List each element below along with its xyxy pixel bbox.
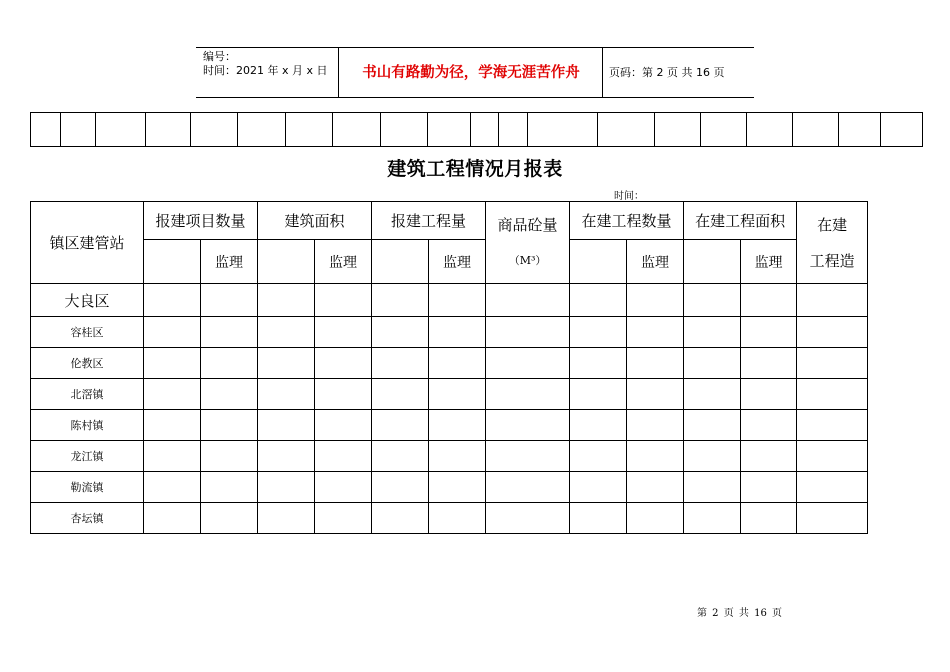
document-header: [196, 47, 754, 98]
data-cell: [797, 441, 868, 472]
data-cell: [741, 441, 797, 472]
data-cell: [258, 284, 315, 317]
data-cell: [201, 317, 258, 348]
data-cell: [684, 503, 741, 534]
data-cell: [486, 317, 570, 348]
data-cell: [486, 379, 570, 410]
header-divider: [602, 48, 603, 97]
data-cell: [429, 410, 486, 441]
data-cell: [315, 472, 372, 503]
data-cell: [741, 410, 797, 441]
data-cell: [486, 472, 570, 503]
row-station-name: 伦教区: [31, 348, 144, 379]
data-cell: [372, 284, 429, 317]
header-meta: [203, 50, 328, 78]
supervise-header: 监理: [429, 240, 486, 284]
strip-divider: [498, 113, 499, 146]
table-row: [31, 503, 868, 534]
col-concrete: [486, 202, 570, 284]
header-motto: 书山有路勤为径，学海无涯苦作舟: [362, 64, 580, 81]
page-footer: 第 2 页 共 16 页: [697, 608, 782, 619]
data-cell: [201, 503, 258, 534]
data-cell: [570, 284, 627, 317]
data-cell: [627, 317, 684, 348]
blank-cell: [258, 240, 315, 284]
data-cell: [741, 348, 797, 379]
strip-divider: [145, 113, 146, 146]
data-cell: [372, 503, 429, 534]
strip-divider: [792, 113, 793, 146]
strip-divider: [838, 113, 839, 146]
strip-divider: [746, 113, 747, 146]
supervise-header: 监理: [741, 240, 797, 284]
time-label: 时间：2021 年 x 月 x 日: [203, 64, 328, 77]
data-cell: [627, 472, 684, 503]
table-row: [31, 348, 868, 379]
data-cell: [315, 348, 372, 379]
data-cell: [797, 472, 868, 503]
strip-divider: [427, 113, 428, 146]
col-station: 镇区建管站: [31, 202, 144, 284]
strip-divider: [527, 113, 528, 146]
strip-divider: [95, 113, 96, 146]
table-row: [31, 410, 868, 441]
supervise-header: 监理: [627, 240, 684, 284]
data-cell: [258, 503, 315, 534]
data-cell: [684, 317, 741, 348]
strip-divider: [190, 113, 191, 146]
table-row: [31, 441, 868, 472]
data-cell: [486, 441, 570, 472]
data-cell: [258, 410, 315, 441]
data-cell: [684, 284, 741, 317]
strip-divider: [597, 113, 598, 146]
strip-divider: [880, 113, 881, 146]
col-concrete-label: 商品砼量: [497, 215, 558, 234]
col-ongoing-area: 在建工程面积: [684, 202, 797, 240]
blank-cell: [144, 240, 201, 284]
table-row: [31, 317, 868, 348]
strip-divider: [237, 113, 238, 146]
table-row: [31, 379, 868, 410]
strip-divider: [285, 113, 286, 146]
data-cell: [315, 284, 372, 317]
data-cell: [684, 348, 741, 379]
data-cell: [486, 410, 570, 441]
data-cell: [372, 410, 429, 441]
data-cell: [429, 348, 486, 379]
data-cell: [144, 284, 201, 317]
strip-divider: [380, 113, 381, 146]
col-ongoing-cost-line1: 在建: [817, 215, 848, 234]
data-cell: [372, 348, 429, 379]
data-cell: [627, 284, 684, 317]
data-cell: [570, 441, 627, 472]
data-cell: [372, 472, 429, 503]
data-cell: [570, 472, 627, 503]
data-cell: [429, 472, 486, 503]
strip-divider: [700, 113, 701, 146]
data-cell: [372, 317, 429, 348]
strip-divider: [60, 113, 61, 146]
data-cell: [741, 284, 797, 317]
data-cell: [258, 472, 315, 503]
row-station-name: 龙江镇: [31, 441, 144, 472]
data-cell: [258, 379, 315, 410]
data-cell: [684, 441, 741, 472]
data-cell: [570, 348, 627, 379]
data-cell: [201, 284, 258, 317]
data-cell: [684, 379, 741, 410]
col-ongoing-cost: [797, 202, 868, 284]
data-cell: [315, 317, 372, 348]
data-cell: [741, 379, 797, 410]
data-cell: [627, 410, 684, 441]
row-station-name: 容桂区: [31, 317, 144, 348]
data-cell: [315, 441, 372, 472]
data-cell: [201, 348, 258, 379]
col-area: 建筑面积: [258, 202, 372, 240]
data-cell: [429, 503, 486, 534]
data-cell: [315, 503, 372, 534]
strip-divider: [332, 113, 333, 146]
blank-cell: [372, 240, 429, 284]
row-station-name: 勒流镇: [31, 472, 144, 503]
table-row: [31, 284, 868, 317]
strip-divider: [654, 113, 655, 146]
data-cell: [627, 348, 684, 379]
data-cell: [144, 410, 201, 441]
data-cell: [372, 379, 429, 410]
data-cell: [144, 441, 201, 472]
col-ongoing-count: 在建工程数量: [570, 202, 684, 240]
data-cell: [797, 379, 868, 410]
col-report-count: 报建项目数量: [144, 202, 258, 240]
data-cell: [741, 472, 797, 503]
row-station-name: 陈村镇: [31, 410, 144, 441]
data-cell: [144, 348, 201, 379]
data-cell: [315, 379, 372, 410]
data-cell: [144, 503, 201, 534]
data-cell: [201, 472, 258, 503]
data-cell: [201, 410, 258, 441]
data-cell: [429, 441, 486, 472]
data-cell: [797, 348, 868, 379]
report-table: [30, 201, 868, 534]
col-report-volume: 报建工程量: [372, 202, 486, 240]
blank-cell: [570, 240, 627, 284]
data-cell: [684, 410, 741, 441]
data-cell: [144, 472, 201, 503]
data-cell: [201, 441, 258, 472]
data-cell: [315, 410, 372, 441]
data-cell: [570, 503, 627, 534]
data-cell: [486, 284, 570, 317]
header-page-info: 页码：第 2 页 共 16 页: [609, 66, 725, 79]
data-cell: [201, 379, 258, 410]
empty-cell-strip: [30, 112, 923, 147]
blank-cell: [684, 240, 741, 284]
data-cell: [627, 379, 684, 410]
data-cell: [570, 379, 627, 410]
row-station-name: 大良区: [31, 284, 144, 317]
data-cell: [429, 379, 486, 410]
row-station-name: 北滘镇: [31, 379, 144, 410]
data-cell: [684, 472, 741, 503]
data-cell: [570, 410, 627, 441]
data-cell: [627, 441, 684, 472]
data-cell: [486, 503, 570, 534]
col-concrete-unit: （M³）: [508, 253, 547, 267]
data-cell: [429, 317, 486, 348]
supervise-header: 监理: [315, 240, 372, 284]
data-cell: [144, 317, 201, 348]
table-body: [31, 284, 868, 534]
supervise-header: 监理: [201, 240, 258, 284]
data-cell: [372, 441, 429, 472]
data-cell: [258, 348, 315, 379]
report-title: 建筑工程情况月报表: [387, 158, 563, 180]
report-time-label: 时间：: [614, 191, 644, 202]
data-cell: [429, 284, 486, 317]
data-cell: [797, 503, 868, 534]
data-cell: [144, 379, 201, 410]
data-cell: [797, 284, 868, 317]
data-cell: [258, 317, 315, 348]
data-cell: [258, 441, 315, 472]
data-cell: [741, 317, 797, 348]
row-station-name: 杏坛镇: [31, 503, 144, 534]
data-cell: [570, 317, 627, 348]
col-ongoing-cost-line2: 工程造: [809, 251, 855, 270]
table-row: [31, 472, 868, 503]
data-cell: [797, 317, 868, 348]
data-cell: [797, 410, 868, 441]
code-label: 编号：: [203, 50, 236, 63]
data-cell: [486, 348, 570, 379]
data-cell: [627, 503, 684, 534]
data-cell: [741, 503, 797, 534]
strip-divider: [470, 113, 471, 146]
